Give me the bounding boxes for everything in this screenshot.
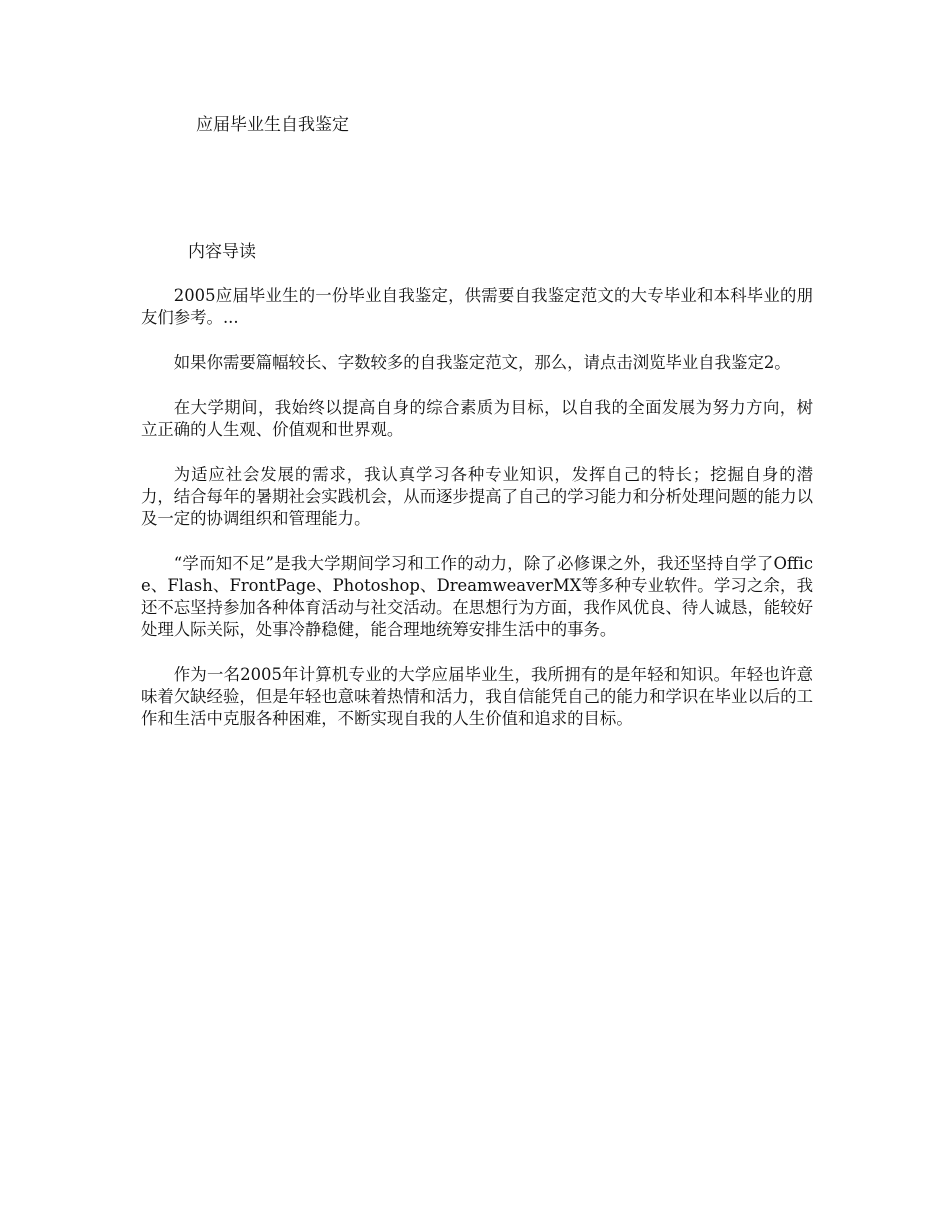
paragraph-conclusion: 作为一名2005年计算机专业的大学应届毕业生，我所拥有的是年轻和知识。年轻也许意味着欠缺经验，但是年轻也意味着热情和活力，我自信能凭自己的能力和学识在毕业以后的工作和生活中克服各种困难，不断实现自我的人生价值和追求的目标。 bbox=[141, 665, 814, 728]
paragraph-intro: 2005应届毕业生的一份毕业自我鉴定，供需要自我鉴定范文的大专毕业和本科毕业的朋友们参考。... bbox=[141, 286, 813, 327]
document-title: 应届毕业生自我鉴定 bbox=[196, 115, 349, 135]
paragraph-self-study: “学而知不足”是我大学期间学习和工作的动力，除了必修课之外，我还坚持自学了Office、Flash、FrontPage、Photoshop、DreamweaverMX等多种专业软件。学习之余，我还不忘坚持参加各种体育活动与社交活动。在思想行为方面，我作风优良、待人诚恳，能较好处理人际关际，处事冷静稳健，能合理地统筹安排生活中的事务。 bbox=[141, 554, 814, 639]
section-heading: 内容导读 bbox=[188, 242, 256, 262]
paragraph-link-note: 如果你需要篇幅较长、字数较多的自我鉴定范文，那么，请点击浏览毕业自我鉴定2。 bbox=[173, 353, 791, 372]
document-body bbox=[141, 285, 813, 753]
paragraph-goals: 在大学期间，我始终以提高自身的综合素质为目标，以自我的全面发展为努力方向，树立正确的人生观、价值观和世界观。 bbox=[141, 398, 813, 439]
paragraph-abilities: 为适应社会发展的需求，我认真学习各种专业知识，发挥自己的特长；挖掘自身的潜力，结合每年的暑期社会实践机会，从而逐步提高了自己的学习能力和分析处理问题的能力以及一定的协调组织和管理能力。 bbox=[141, 465, 814, 528]
